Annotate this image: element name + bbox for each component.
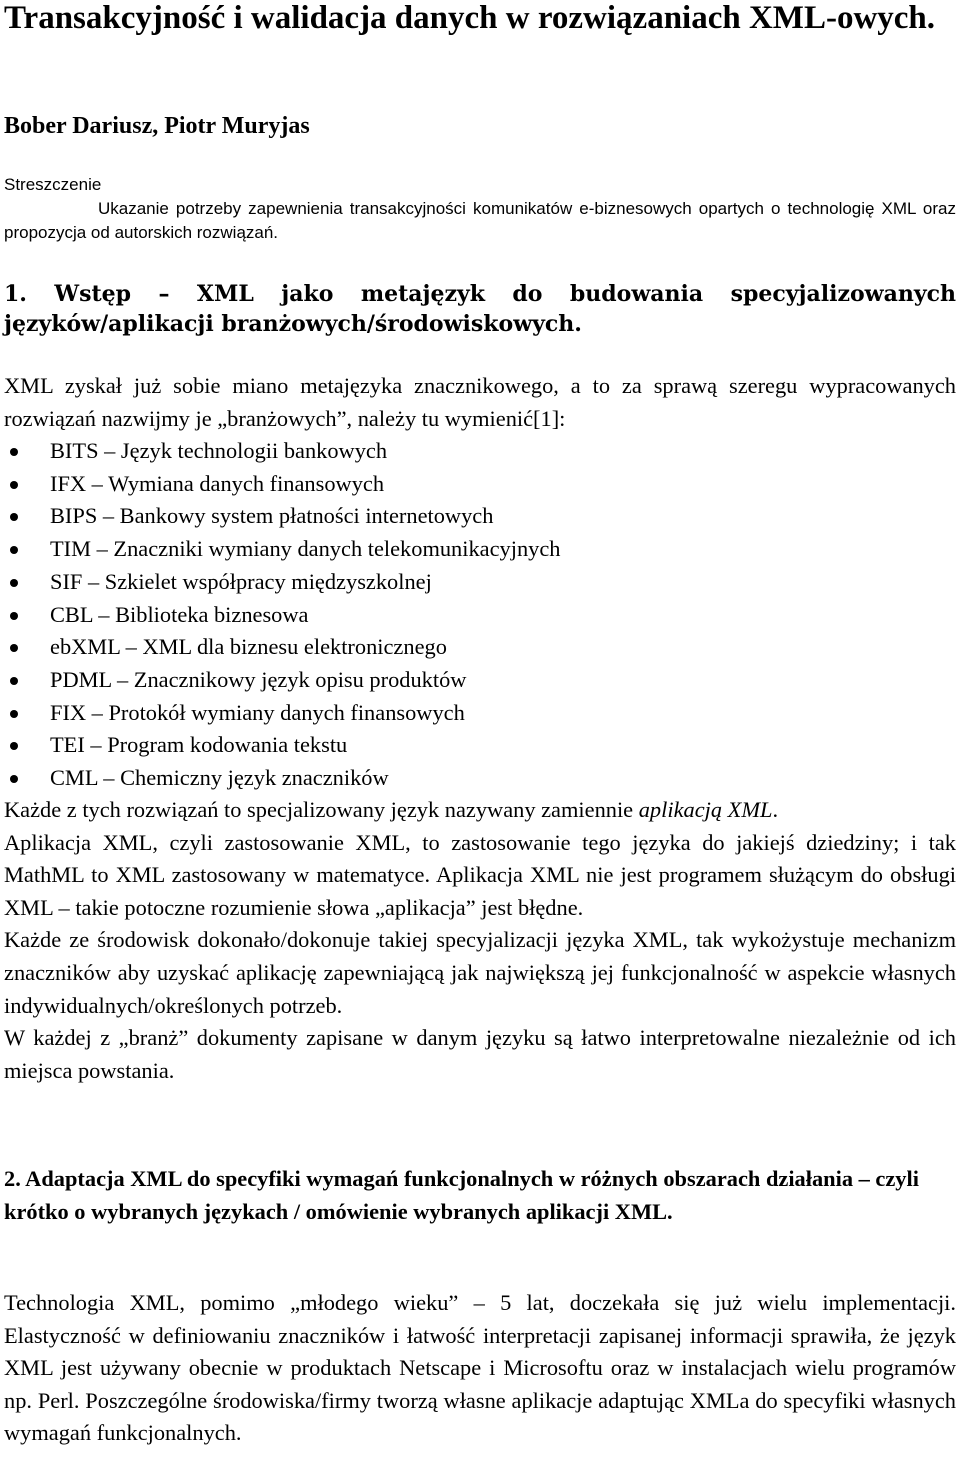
paragraph-technology: Technologia XML, pomimo „młodego wieku” – 5 lat, doczekała się już wielu implementacji. Elastyczność w definiowaniu znaczników i łatwość interpretacji zapisanej informacji sprawiła, że język XML jest używany obecnie w produktach Netscape i Microsoftu oraz w instalacjach wielu programów np. Perl. Poszczególne środowiska/firmy tworzą własne aplikacje adaptując XMLa do specyfiki własnych wymagań funkcjonalnych. (4, 1290, 956, 1446)
authors: Bober Dariusz, Piotr Muryjas (4, 113, 310, 139)
list-item: CBL – Biblioteka biznesowa (4, 599, 560, 632)
italic-term: aplikacją XML (638, 797, 773, 822)
bullet-icon (10, 677, 18, 685)
bullet-icon (10, 513, 18, 521)
bullet-icon (10, 775, 18, 783)
bullet-icon (10, 644, 18, 652)
bullet-icon (10, 710, 18, 718)
section-1-heading: 1. Wstęp – XML jako metajęzyk do budowania specyjalizowanych języków/aplikacji branżowych/środowiskowych. (4, 281, 956, 337)
body-text-block (4, 794, 956, 1087)
paragraph-environments: Każde ze środowisk dokonało/dokonuje takiej specyjalizacji języka XML, tak wykożystuje mechanizm znaczników aby uzyskać aplikację zapewniającą jak największą jej funkcjonalność w aspekcie własnych indywidualnych/określonych potrzeb. (4, 927, 956, 1018)
bullet-icon (10, 448, 18, 456)
list-item: TIM – Znaczniki wymiany danych telekomunikacyjnych (4, 533, 560, 566)
abstract-label: Streszczenie (4, 175, 102, 194)
list-item: BITS – Język technologii bankowych (4, 435, 560, 468)
bullet-icon (10, 612, 18, 620)
xml-applications-list (4, 435, 560, 795)
paragraph-application: Aplikacja XML, czyli zastosowanie XML, to zastosowanie tego języka do jakiejś dziedziny; i tak MathML to XML zastosowany w matematyce. Aplikacja XML nie jest programem służącym do obsługi XML – takie potoczne rozumienie słowa „aplikacja” jest błędne. (4, 829, 956, 920)
list-item: IFX – Wymiana danych finansowych (4, 468, 560, 501)
bullet-icon (10, 481, 18, 489)
section-2-heading: 2. Adaptacja XML do specyfiki wymagań funkcjonalnych w różnych obszarach działania – czyli krótko o wybranych językach / omówienie wybranych aplikacji XML. (4, 1166, 919, 1224)
bullet-icon (10, 546, 18, 554)
list-item: TEI – Program kodowania tekstu (4, 729, 560, 762)
intro-paragraph: XML zyskał już sobie miano metajęzyka znacznikowego, a to za sprawą szeregu wypracowanych rozwiązań nazwijmy je „branżowych”, należy tu wymienić[1]: (4, 373, 956, 431)
abstract-text: Ukazanie potrzeby zapewnienia transakcyjności komunikatów e-biznesowych opartych o technologię XML oraz propozycja od autorskich rozwiązań. (4, 199, 956, 242)
bullet-icon (10, 579, 18, 587)
list-item: ebXML – XML dla biznesu elektronicznego (4, 631, 560, 664)
document-title: Transakcyjność i walidacja danych w rozwiązaniach XML-owych. (4, 0, 936, 36)
list-item: CML – Chemiczny język znaczników (4, 762, 560, 795)
list-item: SIF – Szkielet współpracy międzyszkolnej (4, 566, 560, 599)
list-item: BIPS – Bankowy system płatności internetowych (4, 500, 560, 533)
list-item: PDML – Znacznikowy język opisu produktów (4, 664, 560, 697)
paragraph-industries: W każdej z „branż” dokumenty zapisane w danym języku są łatwo interpretowalne niezależnie od ich miejsca powstania. (4, 1025, 956, 1083)
bullet-icon (10, 742, 18, 750)
paragraph-specialized-language: Każde z tych rozwiązań to specjalizowany język nazywany zamiennie aplikacją XML. (4, 797, 779, 822)
list-item: FIX – Protokół wymiany danych finansowych (4, 697, 560, 730)
